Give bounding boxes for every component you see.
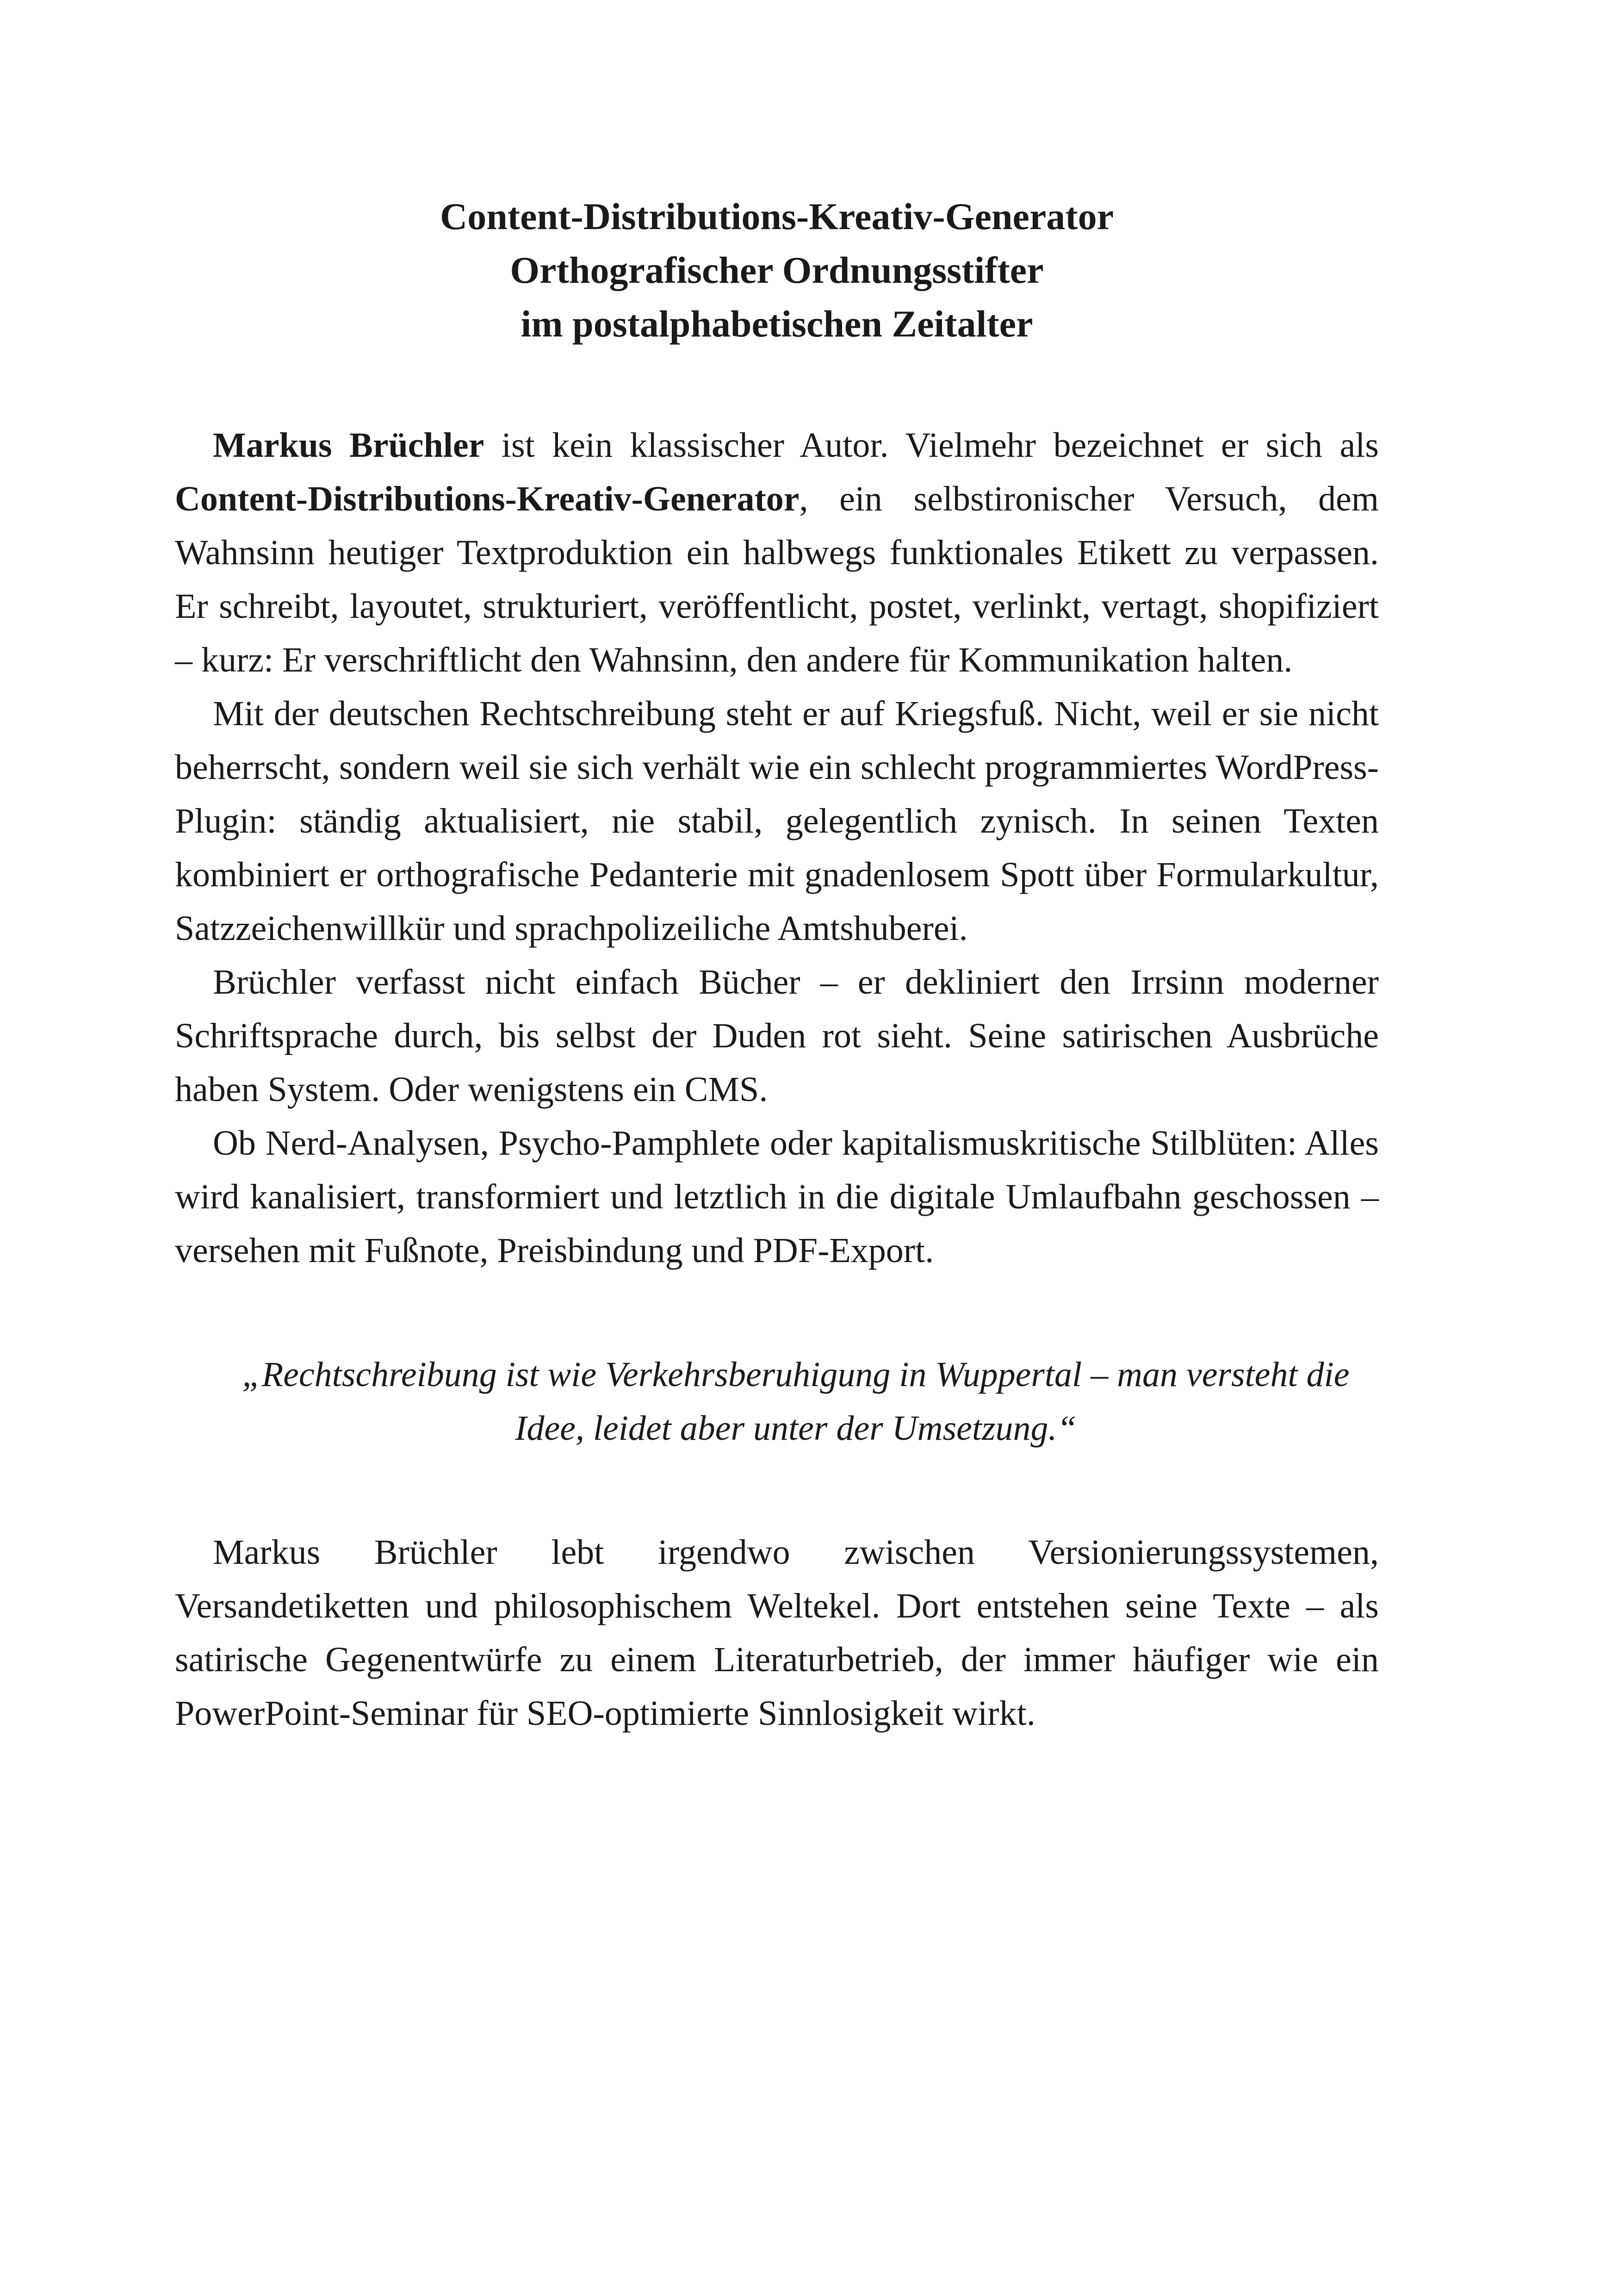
- paragraph-books: Brüchler verfasst nicht einfach Bücher – er dekliniert den Irrsinn moderner Schriftsprache durch, bis selbst der Duden rot sieht. Seine satirischen Ausbrüche haben System. Oder wenigstens ein CMS.: [175, 963, 1379, 1109]
- title-line: Orthografischer Ordnungsstifter: [510, 249, 1044, 291]
- title-line: Content-Distributions-Kreativ-Generator: [440, 195, 1114, 237]
- paragraph-text: , ein selbstironischer Versuch, dem Wahnsinn heutiger Textproduktion ein halbwegs funktionales Etikett zu verpassen. Er schreibt, layoutet, strukturiert, veröffentlicht, postet, verlinkt, vertagt, shopifiziert – kurz: Er verschriftlicht den Wahnsinn, den andere für Kommunikation halten.: [175, 479, 1379, 679]
- paragraph-intro: [175, 418, 1379, 687]
- paragraph-topics: Ob Nerd-Analysen, Psycho-Pamphlete oder kapitalismuskritische Stilblüten: Alles wird kanalisiert, transformiert und letztlich in die digitale Umlaufbahn geschossen – versehen mit Fußnote, Preisbindung und PDF-Export.: [175, 1124, 1379, 1270]
- quote: „Rechtschreibung ist wie Verkehrsberuhigung in Wuppertal – man versteht die Idee, leidet aber unter der Umsetzung.“: [242, 1355, 1350, 1448]
- paragraph-closing: Markus Brüchler lebt irgendwo zwischen Versionierungssystemen, Versandetiketten und philosophischem Weltekel. Dort entstehen seine Texte – als satirische Gegenentwürfe zu einem Literaturbetrieb, der immer häufiger wie ein PowerPoint-Seminar für SEO-optimierte Sinnlosigkeit wirkt.: [175, 1533, 1379, 1733]
- author-title-term: Content-Distributions-Kreativ-Generator: [175, 479, 800, 518]
- author-name: Markus Brüchler: [213, 426, 484, 465]
- paragraph-text: ist kein klassischer Autor. Vielmehr bezeichnet er sich als: [484, 426, 1379, 465]
- document-body: [175, 190, 1379, 1740]
- paragraph-orthography: Mit der deutschen Rechtschreibung steht er auf Kriegsfuß. Nicht, weil er sie nicht beherrscht, sondern weil sie sich verhält wie ein schlecht programmiertes WordPress-Plugin: ständig aktualisiert, nie stabil, gelegentlich zynisch. In seinen Texten kombiniert er orthografische Pedanterie mit gnadenlosem Spott über Formularkultur, Satzzeichenwillkür und sprachpolizeiliche Amtshuberei.: [175, 694, 1379, 948]
- title-line: im postalphabetischen Zeitalter: [521, 303, 1033, 345]
- document-title: [175, 190, 1379, 351]
